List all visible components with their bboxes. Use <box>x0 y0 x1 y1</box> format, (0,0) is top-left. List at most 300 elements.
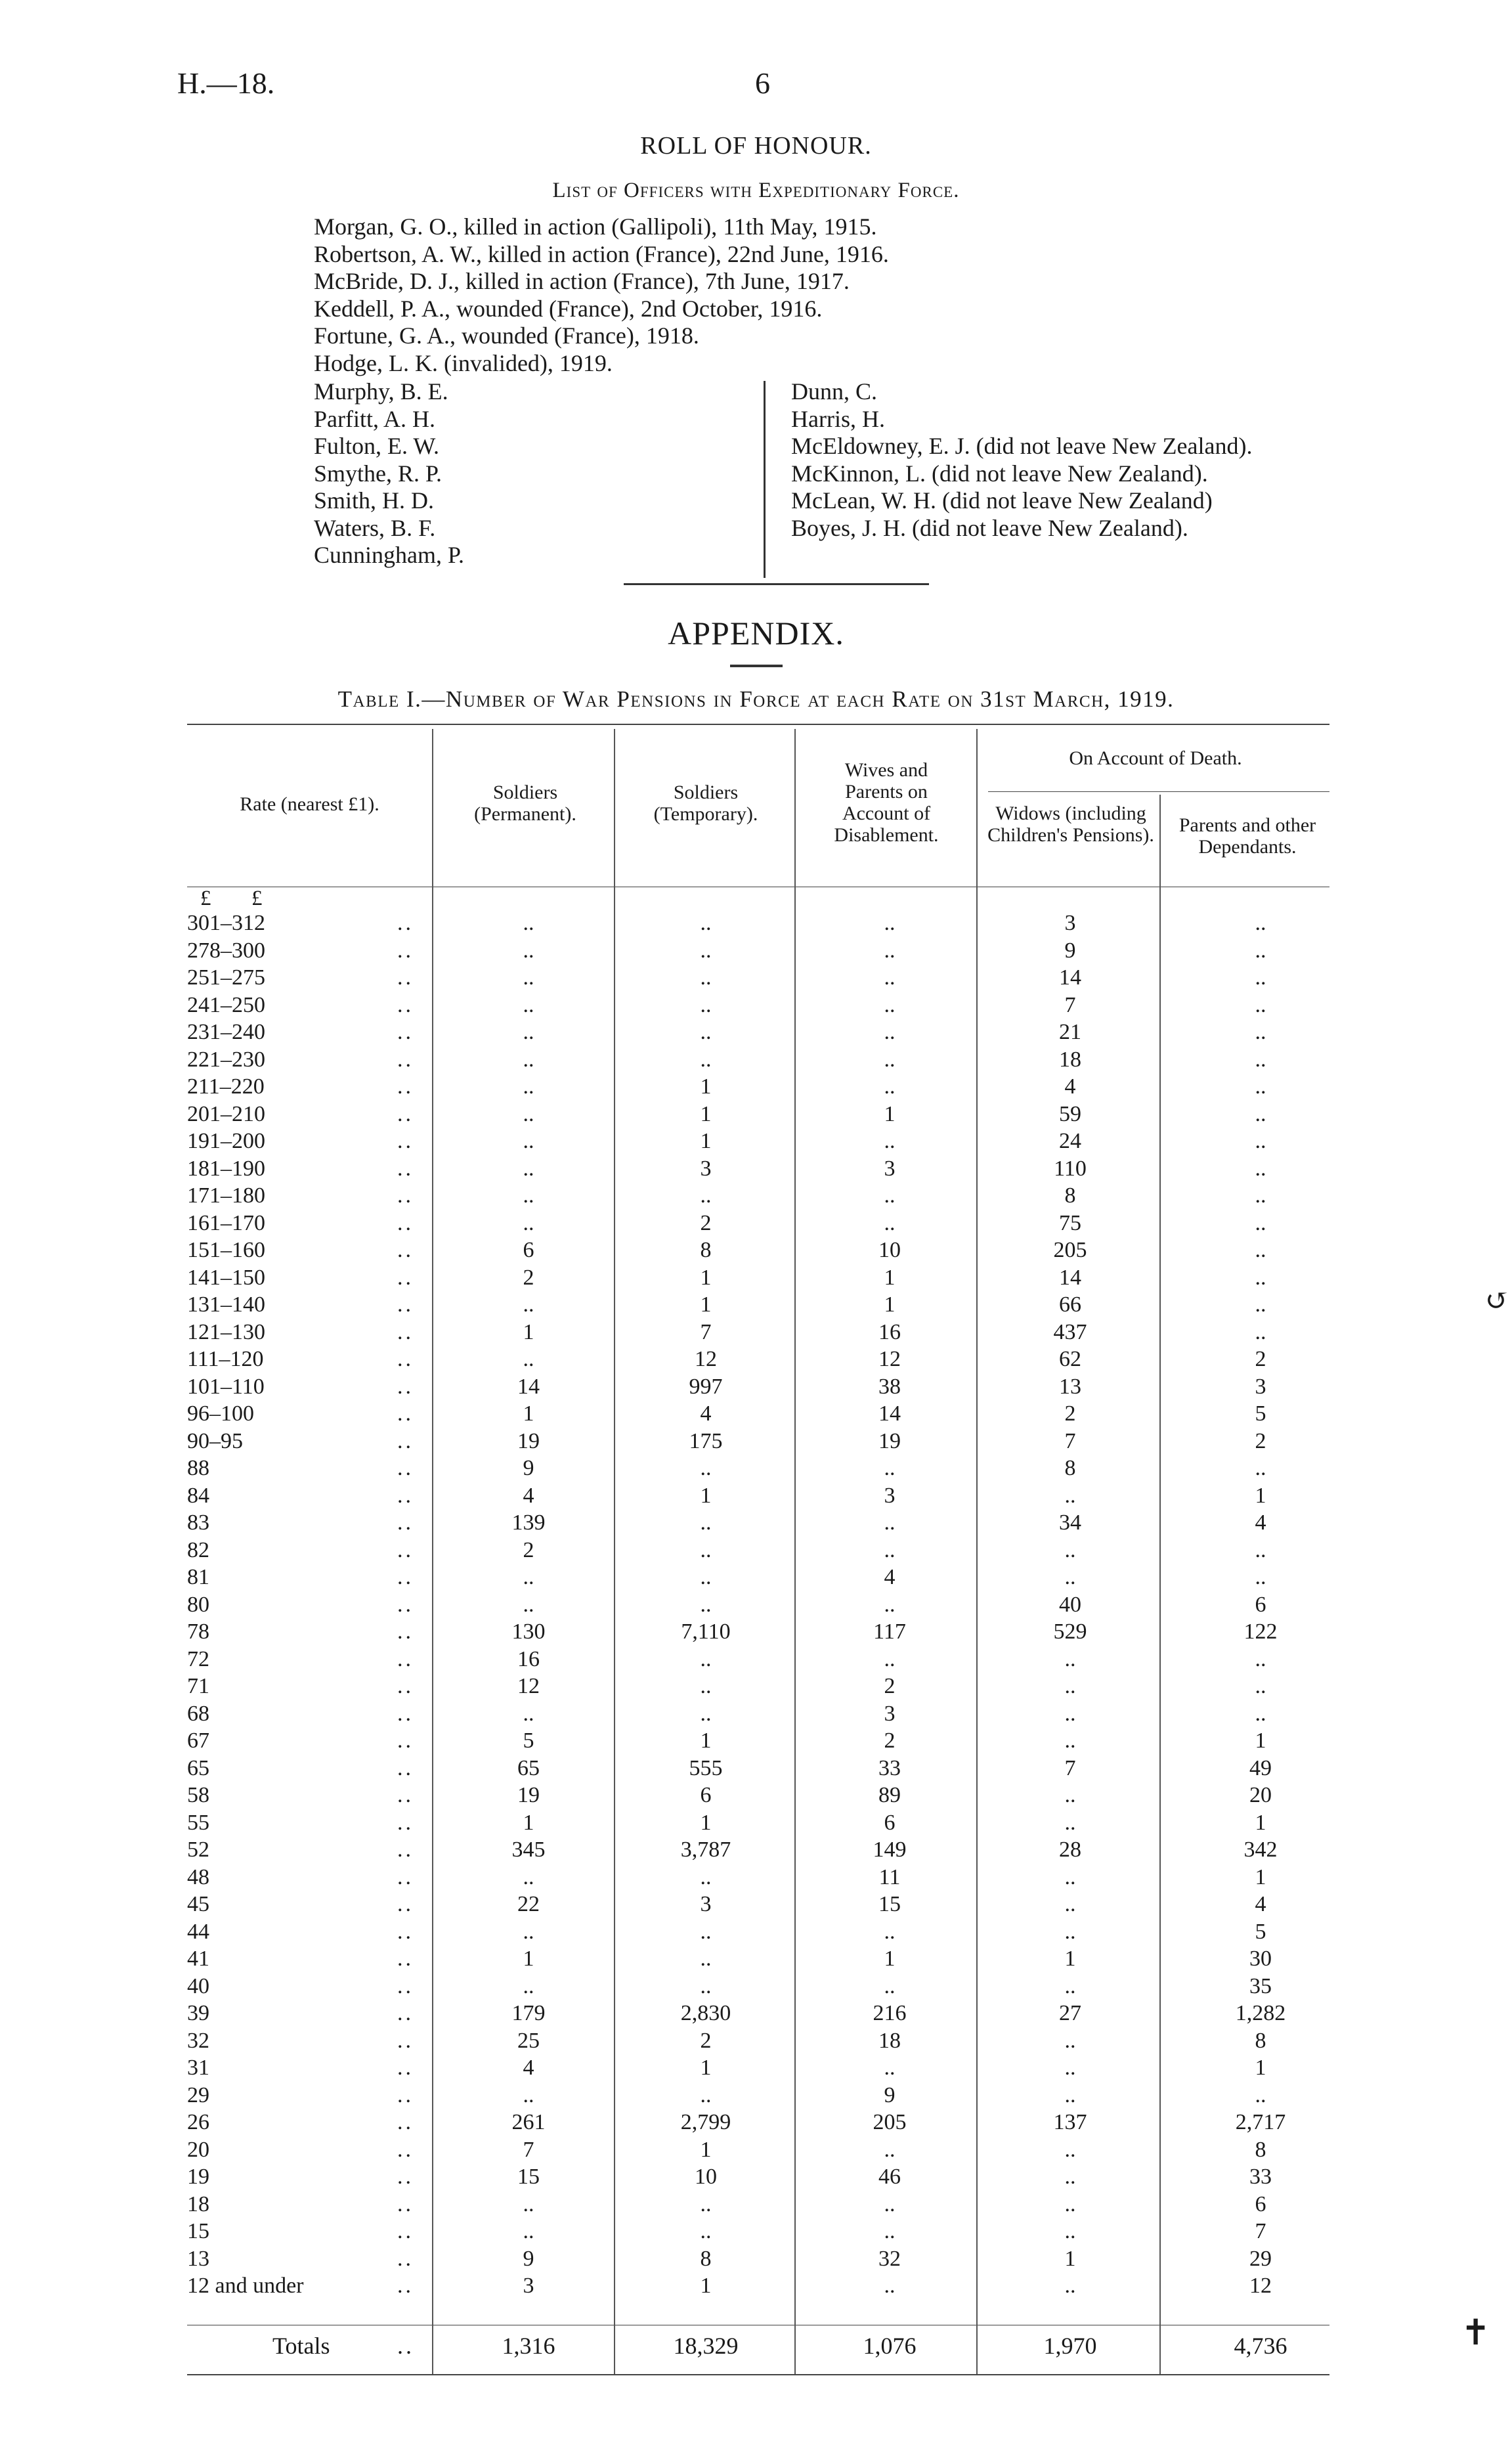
cell-parents-dependants: .. <box>1255 1156 1266 1181</box>
table-row <box>0 1537 1512 1564</box>
cell-widows: 2 <box>1064 1401 1076 1426</box>
cell-soldiers-permanent: 1 <box>523 1947 534 1971</box>
header-rate: Rate (nearest £1). <box>240 793 379 815</box>
cell-rate: 151–160 <box>187 1238 265 1262</box>
currency-label: £ <box>200 887 211 910</box>
cell-soldiers-temporary: 1 <box>700 2137 712 2162</box>
leader-dots: .. <box>397 1483 414 1508</box>
cell-widows: 59 <box>1059 1101 1081 1126</box>
leader-dots: .. <box>397 1265 414 1290</box>
cell-wives-parents: 149 <box>873 1838 907 1862</box>
cell-soldiers-permanent: .. <box>523 1020 534 1044</box>
table-row <box>0 2136 1512 2164</box>
total-soldiers-permanent: 1,316 <box>502 2333 555 2359</box>
cell-soldiers-permanent: .. <box>523 2219 534 2243</box>
table-row <box>0 1646 1512 1673</box>
cell-parents-dependants: .. <box>1255 1565 1266 1589</box>
officer-name: McLean, W. H. (did not leave New Zealand) <box>791 487 1213 514</box>
cell-parents-dependants: .. <box>1255 1319 1266 1344</box>
table-row <box>0 1864 1512 1891</box>
cell-rate: 39 <box>187 2001 209 2025</box>
table-row <box>0 1237 1512 1264</box>
cell-soldiers-permanent: 7 <box>523 2137 534 2162</box>
leader-dots: .. <box>397 1347 414 1371</box>
cell-soldiers-permanent: 19 <box>517 1428 540 1453</box>
cell-parents-dependants: .. <box>1255 1020 1266 1044</box>
cell-parents-dependants: 35 <box>1249 1973 1272 1998</box>
cell-rate: 121–130 <box>187 1319 265 1344</box>
table-row <box>0 1046 1512 1074</box>
cell-rate: 90–95 <box>187 1428 243 1453</box>
cell-soldiers-permanent: 15 <box>517 2165 540 2189</box>
officer-entry: Morgan, G. O., killed in action (Gallipoli), 11th May, 1915. <box>314 213 877 240</box>
cell-widows: 8 <box>1064 1456 1076 1480</box>
cell-parents-dependants: .. <box>1255 1646 1266 1671</box>
cell-widows: 24 <box>1059 1129 1081 1153</box>
cell-parents-dependants: .. <box>1255 1183 1266 1208</box>
cell-soldiers-temporary: 4 <box>700 1401 712 1426</box>
leader-dots: .. <box>397 1510 414 1535</box>
table-row <box>0 1101 1512 1128</box>
table-row <box>0 1918 1512 1946</box>
cell-soldiers-permanent: 9 <box>523 2246 534 2271</box>
cell-rate: 71 <box>187 1674 209 1698</box>
leader-dots: .. <box>397 965 414 990</box>
document-reference: H.—18. <box>177 66 275 100</box>
cell-soldiers-temporary: .. <box>700 1701 712 1726</box>
cell-widows: 7 <box>1064 992 1076 1017</box>
cell-soldiers-permanent: .. <box>523 1347 534 1371</box>
header-wives-parents: Wives and Parents on Account of Disablement. <box>834 759 939 846</box>
leader-dots: .. <box>397 1646 414 1671</box>
table-row <box>0 1673 1512 1700</box>
cell-rate: 81 <box>187 1565 209 1589</box>
cell-wives-parents: .. <box>884 1020 896 1044</box>
cell-wives-parents: 1 <box>884 1292 896 1317</box>
cell-soldiers-permanent: 130 <box>511 1619 546 1644</box>
margin-mark-icon: ✝ <box>1461 2313 1491 2352</box>
leader-dots: .. <box>397 2246 414 2271</box>
leader-dots: .. <box>397 1374 414 1399</box>
cell-widows: 1 <box>1064 1947 1076 1971</box>
table-row <box>0 2163 1512 2191</box>
cell-rate: 96–100 <box>187 1401 254 1426</box>
cell-wives-parents: .. <box>884 938 896 963</box>
cell-soldiers-temporary: 8 <box>700 2246 712 2271</box>
cell-soldiers-temporary: 1 <box>700 1810 712 1835</box>
cell-soldiers-permanent: 1 <box>523 1810 534 1835</box>
table-row <box>0 1755 1512 1782</box>
leader-dots: .. <box>397 1238 414 1262</box>
cell-soldiers-permanent: .. <box>523 1183 534 1208</box>
cell-soldiers-temporary: .. <box>700 1973 712 1998</box>
cell-widows: .. <box>1064 1674 1076 1698</box>
leader-dots: .. <box>397 1047 414 1072</box>
cell-soldiers-temporary: 1 <box>700 1074 712 1099</box>
cell-rate: 131–140 <box>187 1292 265 1317</box>
cell-parents-dependants: .. <box>1255 1101 1266 1126</box>
officer-name: McEldowney, E. J. (did not leave New Zealand). <box>791 433 1253 459</box>
cell-soldiers-permanent: .. <box>523 938 534 963</box>
cell-soldiers-temporary: 12 <box>695 1347 717 1371</box>
cell-soldiers-temporary: 2 <box>700 1210 712 1235</box>
cell-rate: 12 and under <box>187 2274 304 2298</box>
cell-wives-parents: 1 <box>884 1265 896 1290</box>
cell-rate: 72 <box>187 1646 209 1671</box>
leader-dots: .. <box>397 1810 414 1835</box>
cell-wives-parents: .. <box>884 1973 896 1998</box>
totals-row <box>0 2333 1512 2360</box>
cell-parents-dependants: .. <box>1255 1456 1266 1480</box>
cell-wives-parents: .. <box>884 911 896 935</box>
cell-parents-dependants: .. <box>1255 1047 1266 1072</box>
leader-dots: .. <box>397 1210 414 1235</box>
officer-name: Harris, H. <box>791 405 885 432</box>
cell-parents-dependants: .. <box>1255 1674 1266 1698</box>
cell-widows: 7 <box>1064 1428 1076 1453</box>
cell-rate: 278–300 <box>187 938 265 963</box>
cell-wives-parents: 12 <box>878 1347 901 1371</box>
cell-wives-parents: .. <box>884 1183 896 1208</box>
leader-dots: .. <box>397 1456 414 1480</box>
leader-dots: .. <box>397 1292 414 1317</box>
cell-widows: .. <box>1064 1810 1076 1835</box>
cell-widows: 21 <box>1059 1020 1081 1044</box>
cell-soldiers-permanent: .. <box>523 992 534 1017</box>
cell-parents-dependants: 342 <box>1243 1838 1278 1862</box>
cell-wives-parents: .. <box>884 1129 896 1153</box>
leader-dots: .. <box>397 2110 414 2134</box>
officer-entry: Keddell, P. A., wounded (France), 2nd October, 1916. <box>314 295 823 322</box>
cell-soldiers-permanent: 345 <box>511 1838 546 1862</box>
cell-parents-dependants: 49 <box>1249 1755 1272 1780</box>
cell-widows: 110 <box>1054 1156 1087 1181</box>
cell-soldiers-permanent: .. <box>523 1047 534 1072</box>
cell-parents-dependants: 4 <box>1255 1892 1266 1916</box>
table-row <box>0 2000 1512 2027</box>
table-row <box>0 1836 1512 1864</box>
cell-soldiers-temporary: .. <box>700 1020 712 1044</box>
cell-widows: 1 <box>1064 2246 1076 2271</box>
cell-widows: 529 <box>1053 1619 1087 1644</box>
cell-soldiers-temporary: 1 <box>700 1101 712 1126</box>
cell-rate: 41 <box>187 1947 209 1971</box>
leader-dots: .. <box>397 1592 414 1617</box>
cell-soldiers-temporary: 2,799 <box>680 2110 731 2134</box>
table-row <box>0 1155 1512 1183</box>
cell-parents-dependants: 2 <box>1255 1428 1266 1453</box>
cell-wives-parents: 3 <box>884 1483 896 1508</box>
cell-rate: 44 <box>187 1919 209 1944</box>
table-row <box>0 1373 1512 1401</box>
cell-soldiers-temporary: 1 <box>700 2056 712 2080</box>
column-divider <box>764 381 766 578</box>
cell-rate: 211–220 <box>187 1074 265 1099</box>
officer-name: Cunningham, P. <box>314 542 465 568</box>
cell-widows: .. <box>1064 1701 1076 1726</box>
cell-parents-dependants: 5 <box>1255 1919 1266 1944</box>
table-row <box>0 2218 1512 2245</box>
cell-soldiers-permanent: .. <box>523 2082 534 2107</box>
cell-widows: 28 <box>1059 1838 1081 1862</box>
table-row <box>0 1291 1512 1319</box>
cell-parents-dependants: 33 <box>1249 2165 1272 2189</box>
cell-widows: 137 <box>1053 2110 1087 2134</box>
officer-name: Waters, B. F. <box>314 514 436 541</box>
cell-parents-dependants: 1 <box>1255 1728 1266 1753</box>
cell-soldiers-temporary: 555 <box>689 1755 723 1780</box>
cell-soldiers-temporary: .. <box>700 2219 712 2243</box>
cell-soldiers-permanent: .. <box>523 1156 534 1181</box>
cell-wives-parents: 117 <box>873 1619 906 1644</box>
cell-parents-dependants: .. <box>1255 1210 1266 1235</box>
cell-soldiers-permanent: .. <box>523 1919 534 1944</box>
table-row <box>0 1428 1512 1455</box>
leader-dots: .. <box>397 1020 414 1044</box>
cell-parents-dependants: 7 <box>1255 2219 1266 2243</box>
cell-parents-dependants: .. <box>1255 1292 1266 1317</box>
cell-wives-parents: 18 <box>878 2028 901 2053</box>
leader-dots: .. <box>397 1674 414 1698</box>
cell-soldiers-temporary: 2,830 <box>680 2001 731 2025</box>
cell-soldiers-permanent: 16 <box>517 1646 540 1671</box>
leader-dots: .. <box>397 1755 414 1780</box>
officer-list-right-column <box>791 378 1252 542</box>
cell-soldiers-permanent: 25 <box>517 2028 540 2053</box>
cell-soldiers-temporary: 1 <box>700 1483 712 1508</box>
header-widows: Widows (including Children's Pensions). <box>987 803 1154 846</box>
table-row <box>0 1564 1512 1591</box>
cell-parents-dependants: 1 <box>1255 2056 1266 2080</box>
leader-dots: .. <box>397 2333 414 2359</box>
cell-soldiers-permanent: .. <box>523 1210 534 1235</box>
cell-parents-dependants: 1,282 <box>1235 2001 1286 2025</box>
cell-rate: 80 <box>187 1592 209 1617</box>
cell-parents-dependants: .. <box>1255 2082 1266 2107</box>
cell-soldiers-permanent: .. <box>523 1101 534 1126</box>
cell-widows: 9 <box>1064 938 1076 963</box>
cell-soldiers-permanent: 2 <box>523 1265 534 1290</box>
cell-wives-parents: .. <box>884 2191 896 2216</box>
cell-rate: 201–210 <box>187 1101 265 1126</box>
cell-soldiers-permanent: .. <box>523 911 534 935</box>
cell-rate: 241–250 <box>187 992 265 1017</box>
title-underline <box>730 665 783 667</box>
table-row <box>0 1618 1512 1646</box>
officer-entry: Hodge, L. K. (invalided), 1919. <box>314 349 613 376</box>
cell-soldiers-temporary: .. <box>700 1537 712 1562</box>
cell-rate: 231–240 <box>187 1020 265 1044</box>
cell-rate: 191–200 <box>187 1129 265 1153</box>
officer-name: McKinnon, L. (did not leave New Zealand). <box>791 460 1208 487</box>
cell-widows: .. <box>1064 2191 1076 2216</box>
cell-wives-parents: 11 <box>878 1864 901 1889</box>
table-bottom-rule <box>187 2374 1329 2375</box>
cell-soldiers-temporary: 997 <box>689 1374 723 1399</box>
cell-parents-dependants: .. <box>1255 1265 1266 1290</box>
cell-rate: 20 <box>187 2137 209 2162</box>
officer-list-left-column <box>314 378 464 569</box>
appendix-title: APPENDIX. <box>668 615 844 651</box>
cell-wives-parents: .. <box>884 965 896 990</box>
cell-soldiers-temporary: 7 <box>700 1319 712 1344</box>
cell-widows: 3 <box>1064 911 1076 935</box>
cell-soldiers-permanent: 5 <box>523 1728 534 1753</box>
leader-dots: .. <box>397 1973 414 1998</box>
cell-soldiers-permanent: 3 <box>523 2274 534 2298</box>
cell-rate: 111–120 <box>187 1347 264 1371</box>
cell-wives-parents: .. <box>884 2137 896 2162</box>
leader-dots: .. <box>397 2056 414 2080</box>
cell-rate: 171–180 <box>187 1183 265 1208</box>
cell-soldiers-permanent: 65 <box>517 1755 540 1780</box>
cell-soldiers-permanent: .. <box>523 965 534 990</box>
header-parents-dependants: Parents and other Dependants. <box>1178 814 1316 858</box>
table-row <box>0 1455 1512 1482</box>
cell-widows: .. <box>1064 2082 1076 2107</box>
officer-entry: McBride, D. J., killed in action (France), 7th June, 1917. <box>314 268 850 294</box>
cell-widows: .. <box>1064 1728 1076 1753</box>
cell-wives-parents: .. <box>884 1646 896 1671</box>
totals-label: Totals <box>272 2333 330 2359</box>
cell-wives-parents: 205 <box>873 2110 907 2134</box>
cell-parents-dependants: 12 <box>1249 2274 1272 2298</box>
currency-label: £ <box>251 887 263 910</box>
cell-widows: .. <box>1064 1483 1076 1508</box>
margin-mark-icon: ↺ <box>1485 1285 1509 1317</box>
cell-rate: 40 <box>187 1973 209 1998</box>
cell-rate: 13 <box>187 2246 209 2271</box>
officer-name: Murphy, B. E. <box>314 378 448 405</box>
leader-dots: .. <box>397 1919 414 1944</box>
table-row <box>0 1182 1512 1210</box>
cell-soldiers-temporary: .. <box>700 1646 712 1671</box>
officer-casualty-list <box>314 213 889 377</box>
section-divider <box>624 583 929 585</box>
cell-parents-dependants: 1 <box>1255 1864 1266 1889</box>
header-on-account-of-death: On Account of Death. <box>1069 747 1242 769</box>
cell-widows: 8 <box>1064 1183 1076 1208</box>
cell-parents-dependants: .. <box>1255 965 1266 990</box>
officer-name: Smythe, R. P. <box>314 460 443 487</box>
cell-parents-dependants: 122 <box>1243 1619 1278 1644</box>
cell-soldiers-temporary: .. <box>700 992 712 1017</box>
cell-wives-parents: .. <box>884 1537 896 1562</box>
table-top-rule <box>187 724 1329 725</box>
cell-widows: .. <box>1064 1646 1076 1671</box>
cell-wives-parents: 89 <box>878 1783 901 1807</box>
cell-rate: 101–110 <box>187 1374 265 1399</box>
table-row <box>0 937 1512 965</box>
cell-rate: 15 <box>187 2219 209 2243</box>
cell-soldiers-temporary: 1 <box>700 1265 712 1290</box>
cell-wives-parents: 216 <box>873 2001 907 2025</box>
leader-dots: .. <box>397 911 414 935</box>
leader-dots: .. <box>397 2191 414 2216</box>
cell-soldiers-permanent: 179 <box>511 2001 546 2025</box>
leader-dots: .. <box>397 1537 414 1562</box>
cell-parents-dependants: 6 <box>1255 2191 1266 2216</box>
cell-soldiers-temporary: .. <box>700 965 712 990</box>
cell-soldiers-temporary: 3 <box>700 1892 712 1916</box>
cell-rate: 181–190 <box>187 1156 265 1181</box>
header-soldiers-temporary: Soldiers (Temporary). <box>653 781 758 825</box>
leader-dots: .. <box>397 1074 414 1099</box>
table-row <box>0 2191 1512 2218</box>
table-row <box>0 964 1512 992</box>
cell-widows: .. <box>1064 2165 1076 2189</box>
cell-widows: .. <box>1064 1783 1076 1807</box>
cell-parents-dependants: 6 <box>1255 1592 1266 1617</box>
cell-soldiers-permanent: .. <box>523 1592 534 1617</box>
cell-rate: 29 <box>187 2082 209 2107</box>
cell-wives-parents: 38 <box>878 1374 901 1399</box>
table-row <box>0 992 1512 1019</box>
leader-dots: .. <box>397 2028 414 2053</box>
cell-wives-parents: .. <box>884 2056 896 2080</box>
cell-widows: .. <box>1064 1565 1076 1589</box>
cell-parents-dependants: 2 <box>1255 1347 1266 1371</box>
cell-wives-parents: 16 <box>878 1319 901 1344</box>
table-row <box>0 2245 1512 2273</box>
cell-widows: .. <box>1064 1919 1076 1944</box>
cell-rate: 221–230 <box>187 1047 265 1072</box>
table-row <box>0 1319 1512 1346</box>
cell-parents-dependants: 3 <box>1255 1374 1266 1399</box>
cell-soldiers-temporary: .. <box>700 1456 712 1480</box>
table-row <box>0 2082 1512 2109</box>
cell-soldiers-permanent: 9 <box>523 1456 534 1480</box>
cell-soldiers-temporary: .. <box>700 938 712 963</box>
leader-dots: .. <box>397 1565 414 1589</box>
cell-soldiers-permanent: .. <box>523 2191 534 2216</box>
officer-name: Parfitt, A. H. <box>314 405 435 432</box>
cell-soldiers-permanent: 1 <box>523 1401 534 1426</box>
cell-soldiers-temporary: .. <box>700 1674 712 1698</box>
leader-dots: .. <box>397 2001 414 2025</box>
cell-parents-dependants: .. <box>1255 992 1266 1017</box>
leader-dots: .. <box>397 1728 414 1753</box>
cell-rate: 83 <box>187 1510 209 1535</box>
cell-widows: .. <box>1064 1537 1076 1562</box>
table-row <box>0 1128 1512 1155</box>
leader-dots: .. <box>397 1947 414 1971</box>
cell-wives-parents: 3 <box>884 1701 896 1726</box>
leader-dots: .. <box>397 1101 414 1126</box>
cell-parents-dependants: 4 <box>1255 1510 1266 1535</box>
table-row <box>0 1482 1512 1510</box>
cell-soldiers-temporary: .. <box>700 1565 712 1589</box>
cell-soldiers-temporary: .. <box>700 1864 712 1889</box>
cell-soldiers-temporary: 8 <box>700 1238 712 1262</box>
cell-rate: 55 <box>187 1810 209 1835</box>
officer-name: Fulton, E. W. <box>314 433 440 459</box>
cell-widows: .. <box>1064 1973 1076 1998</box>
cell-rate: 31 <box>187 2056 209 2080</box>
cell-soldiers-temporary: 10 <box>695 2165 717 2189</box>
leader-dots: .. <box>397 1892 414 1916</box>
cell-wives-parents: 6 <box>884 1810 896 1835</box>
table-row <box>0 1700 1512 1728</box>
cell-widows: 13 <box>1059 1374 1081 1399</box>
cell-soldiers-permanent: 4 <box>523 1483 534 1508</box>
cell-soldiers-temporary: 2 <box>700 2028 712 2053</box>
table-row <box>0 910 1512 937</box>
cell-wives-parents: 4 <box>884 1565 896 1589</box>
total-soldiers-temporary: 18,329 <box>673 2333 739 2359</box>
officer-name: Dunn, C. <box>791 378 878 405</box>
table-row <box>0 1973 1512 2000</box>
